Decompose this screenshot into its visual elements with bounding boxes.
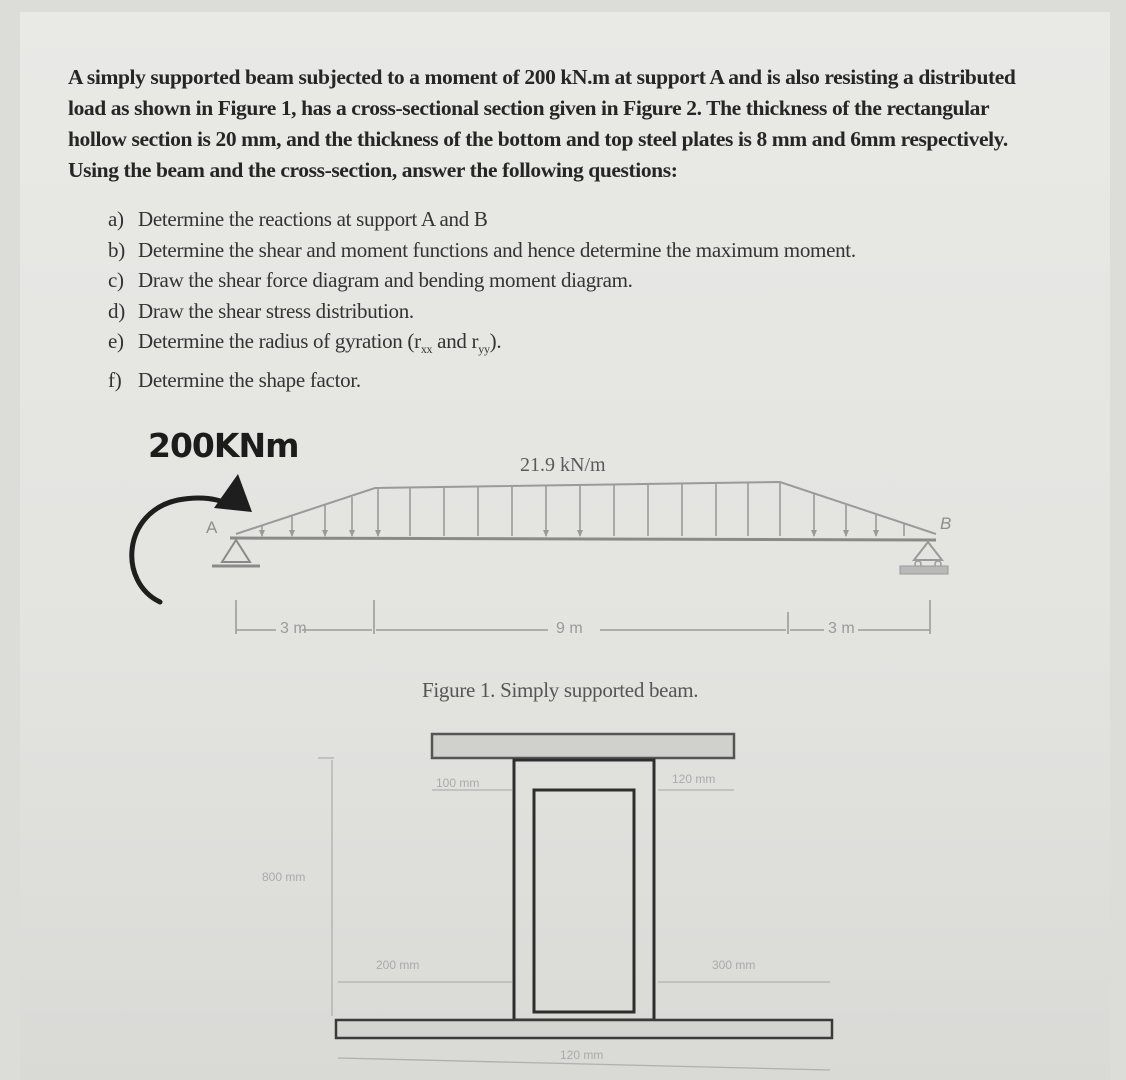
dim-inner-left: 100 mm: [436, 776, 480, 790]
beam: [230, 538, 936, 540]
dimension-right: 3 m: [828, 620, 855, 637]
question-e: e) Determine the radius of gyration ($r_{xx}$ and $r_{yy}$).: [108, 329, 502, 357]
question-d: d) Draw the shear stress distribution.: [108, 298, 414, 323]
question-f: f) Determine the shape factor.: [108, 367, 361, 392]
problem-line-2: load as shown in Figure 1, has a cross-sectional section given in Figure 2. The thickness of the rectangular: [68, 96, 990, 120]
dim-bottom-left: 200 mm: [376, 958, 420, 972]
figure-1-caption: Figure 1. Simply supported beam.: [422, 678, 699, 702]
support-b-icon: [900, 542, 948, 574]
support-a-icon: [212, 540, 260, 566]
support-b-label: B: [940, 514, 952, 533]
hollow-section-inner: [534, 790, 634, 1012]
dimension-middle: 9 m: [556, 620, 583, 637]
top-plate: [432, 734, 734, 758]
question-c: c) Draw the shear force diagram and bending moment diagram.: [108, 268, 633, 292]
distributed-load: [236, 482, 936, 537]
problem-line-3: hollow section is 20 mm, and the thickness of the bottom and top steel plates is 8 mm and 6mm respectively.: [68, 127, 1008, 151]
question-b: b) Determine the shear and moment functions and hence determine the maximum moment.: [108, 237, 856, 262]
dim-total-bottom: 120 mm: [560, 1048, 604, 1062]
beam-dimension-lines: [236, 600, 930, 634]
dim-inner-right: 120 mm: [672, 772, 716, 786]
support-a-label: A: [206, 518, 218, 537]
distributed-load-label: 21.9 kN/m: [520, 454, 606, 476]
question-a: a) Determine the reactions at support A and B: [108, 207, 488, 231]
problem-line-4: Using the beam and the cross-section, answer the following questions:: [68, 158, 678, 182]
dimension-left: 3 m: [280, 620, 307, 637]
dim-section-height: 800 mm: [262, 870, 306, 884]
bottom-plate: [336, 1020, 832, 1038]
dim-bottom-right: 300 mm: [712, 958, 756, 972]
handwritten-moment-label: 200KNm: [148, 426, 299, 465]
cross-section: [336, 734, 832, 1038]
problem-line-1: A simply supported beam subjected to a moment of 200 kN.m at support A and is also resisting a distributed: [68, 65, 1016, 89]
